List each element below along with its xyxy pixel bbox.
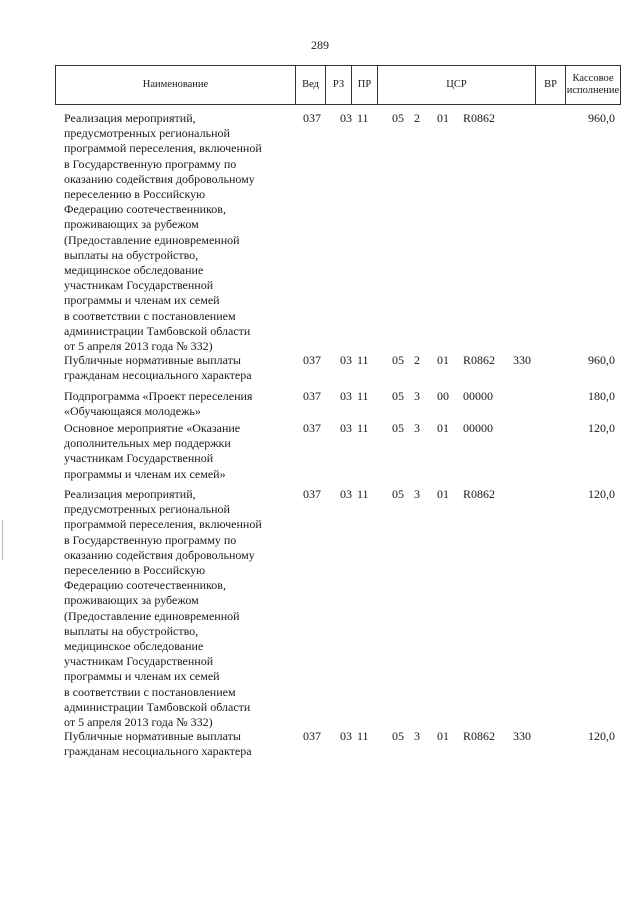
row-sum: 180,0 [588, 389, 615, 403]
row-csr-event: 01 [437, 111, 449, 125]
row-ved: 037 [303, 389, 321, 403]
row-vr: 330 [513, 353, 531, 367]
row-pr: 11 [357, 111, 369, 125]
row-csr-event: 01 [437, 729, 449, 743]
row-csr-direction: 00000 [463, 389, 493, 403]
row-vr: 330 [513, 729, 531, 743]
row-csr-program: 05 [392, 729, 404, 743]
header-rz: РЗ [326, 66, 352, 104]
row-sum: 120,0 [588, 421, 615, 435]
row-sum: 120,0 [588, 729, 615, 743]
row-ved: 037 [303, 487, 321, 501]
row-csr-event: 00 [437, 389, 449, 403]
header-csr: ЦСР [378, 66, 536, 104]
row-csr-subprogram: 3 [414, 729, 420, 743]
row-csr-program: 05 [392, 389, 404, 403]
row-rz: 03 [340, 389, 352, 403]
row-csr-direction: R0862 [463, 729, 496, 743]
row-csr-program: 05 [392, 421, 404, 435]
row-rz: 03 [340, 421, 352, 435]
header-ved: Вед [296, 66, 326, 104]
scan-margin-mark [2, 520, 3, 560]
row-rz: 03 [340, 487, 352, 501]
row-name: Подпрограмма «Проект переселения «Обучающаяся молодежь» [64, 389, 253, 419]
row-sum: 120,0 [588, 487, 615, 501]
row-csr-subprogram: 3 [414, 421, 420, 435]
row-rz: 03 [340, 111, 352, 125]
row-pr: 11 [357, 421, 369, 435]
row-csr-event: 01 [437, 421, 449, 435]
row-csr-event: 01 [437, 487, 449, 501]
row-ved: 037 [303, 729, 321, 743]
row-pr: 11 [357, 353, 369, 367]
row-csr-subprogram: 2 [414, 111, 420, 125]
row-ved: 037 [303, 111, 321, 125]
row-csr-direction: R0862 [463, 487, 496, 501]
row-name: Публичные нормативные выплаты гражданам несоциального характера [64, 729, 252, 759]
row-csr-subprogram: 2 [414, 353, 420, 367]
row-pr: 11 [357, 487, 369, 501]
row-csr-program: 05 [392, 353, 404, 367]
row-csr-subprogram: 3 [414, 487, 420, 501]
header-pr: ПР [352, 66, 378, 104]
row-csr-direction: R0862 [463, 353, 496, 367]
row-rz: 03 [340, 729, 352, 743]
row-csr-subprogram: 3 [414, 389, 420, 403]
header-kassovoe: Кассовое исполнение [566, 72, 620, 96]
row-name: Публичные нормативные выплаты гражданам несоциального характера [64, 353, 252, 383]
table-header [55, 65, 621, 105]
row-name: Реализация мероприятий, предусмотренных региональной программой переселения, включенной в Государственную программу по оказанию содействия добровольному переселению в Российскую Федерацию соотечественников, проживающих за рубежом (Предоставление единовременной выплаты на обустройство, медицинское обследование участникам Государственной программы и членам их семей в соответствии с постановлением администрации Тамбовской области от 5 апреля 2013 года № 332) [64, 487, 262, 730]
row-csr-program: 05 [392, 487, 404, 501]
row-csr-direction: R0862 [463, 111, 496, 125]
header-vr: ВР [536, 66, 566, 104]
row-pr: 11 [357, 389, 369, 403]
header-name: Наименование [56, 66, 296, 104]
row-csr-direction: 00000 [463, 421, 493, 435]
row-ved: 037 [303, 353, 321, 367]
row-sum: 960,0 [588, 353, 615, 367]
row-ved: 037 [303, 421, 321, 435]
row-csr-program: 05 [392, 111, 404, 125]
row-name: Реализация мероприятий, предусмотренных региональной программой переселения, включенной в Государственную программу по оказанию содействия добровольному переселению в Российскую Федерацию соотечественников, проживающих за рубежом (Предоставление единовременной выплаты на обустройство, медицинское обследование участникам Государственной программы и членам их семей в соответствии с постановлением администрации Тамбовской области от 5 апреля 2013 года № 332) [64, 111, 262, 354]
row-rz: 03 [340, 353, 352, 367]
row-name: Основное мероприятие «Оказание дополнительных мер поддержки участникам Государственной программы и членам их семей» [64, 421, 241, 481]
row-pr: 11 [357, 729, 369, 743]
page-number: 289 [311, 38, 329, 52]
row-sum: 960,0 [588, 111, 615, 125]
row-csr-event: 01 [437, 353, 449, 367]
